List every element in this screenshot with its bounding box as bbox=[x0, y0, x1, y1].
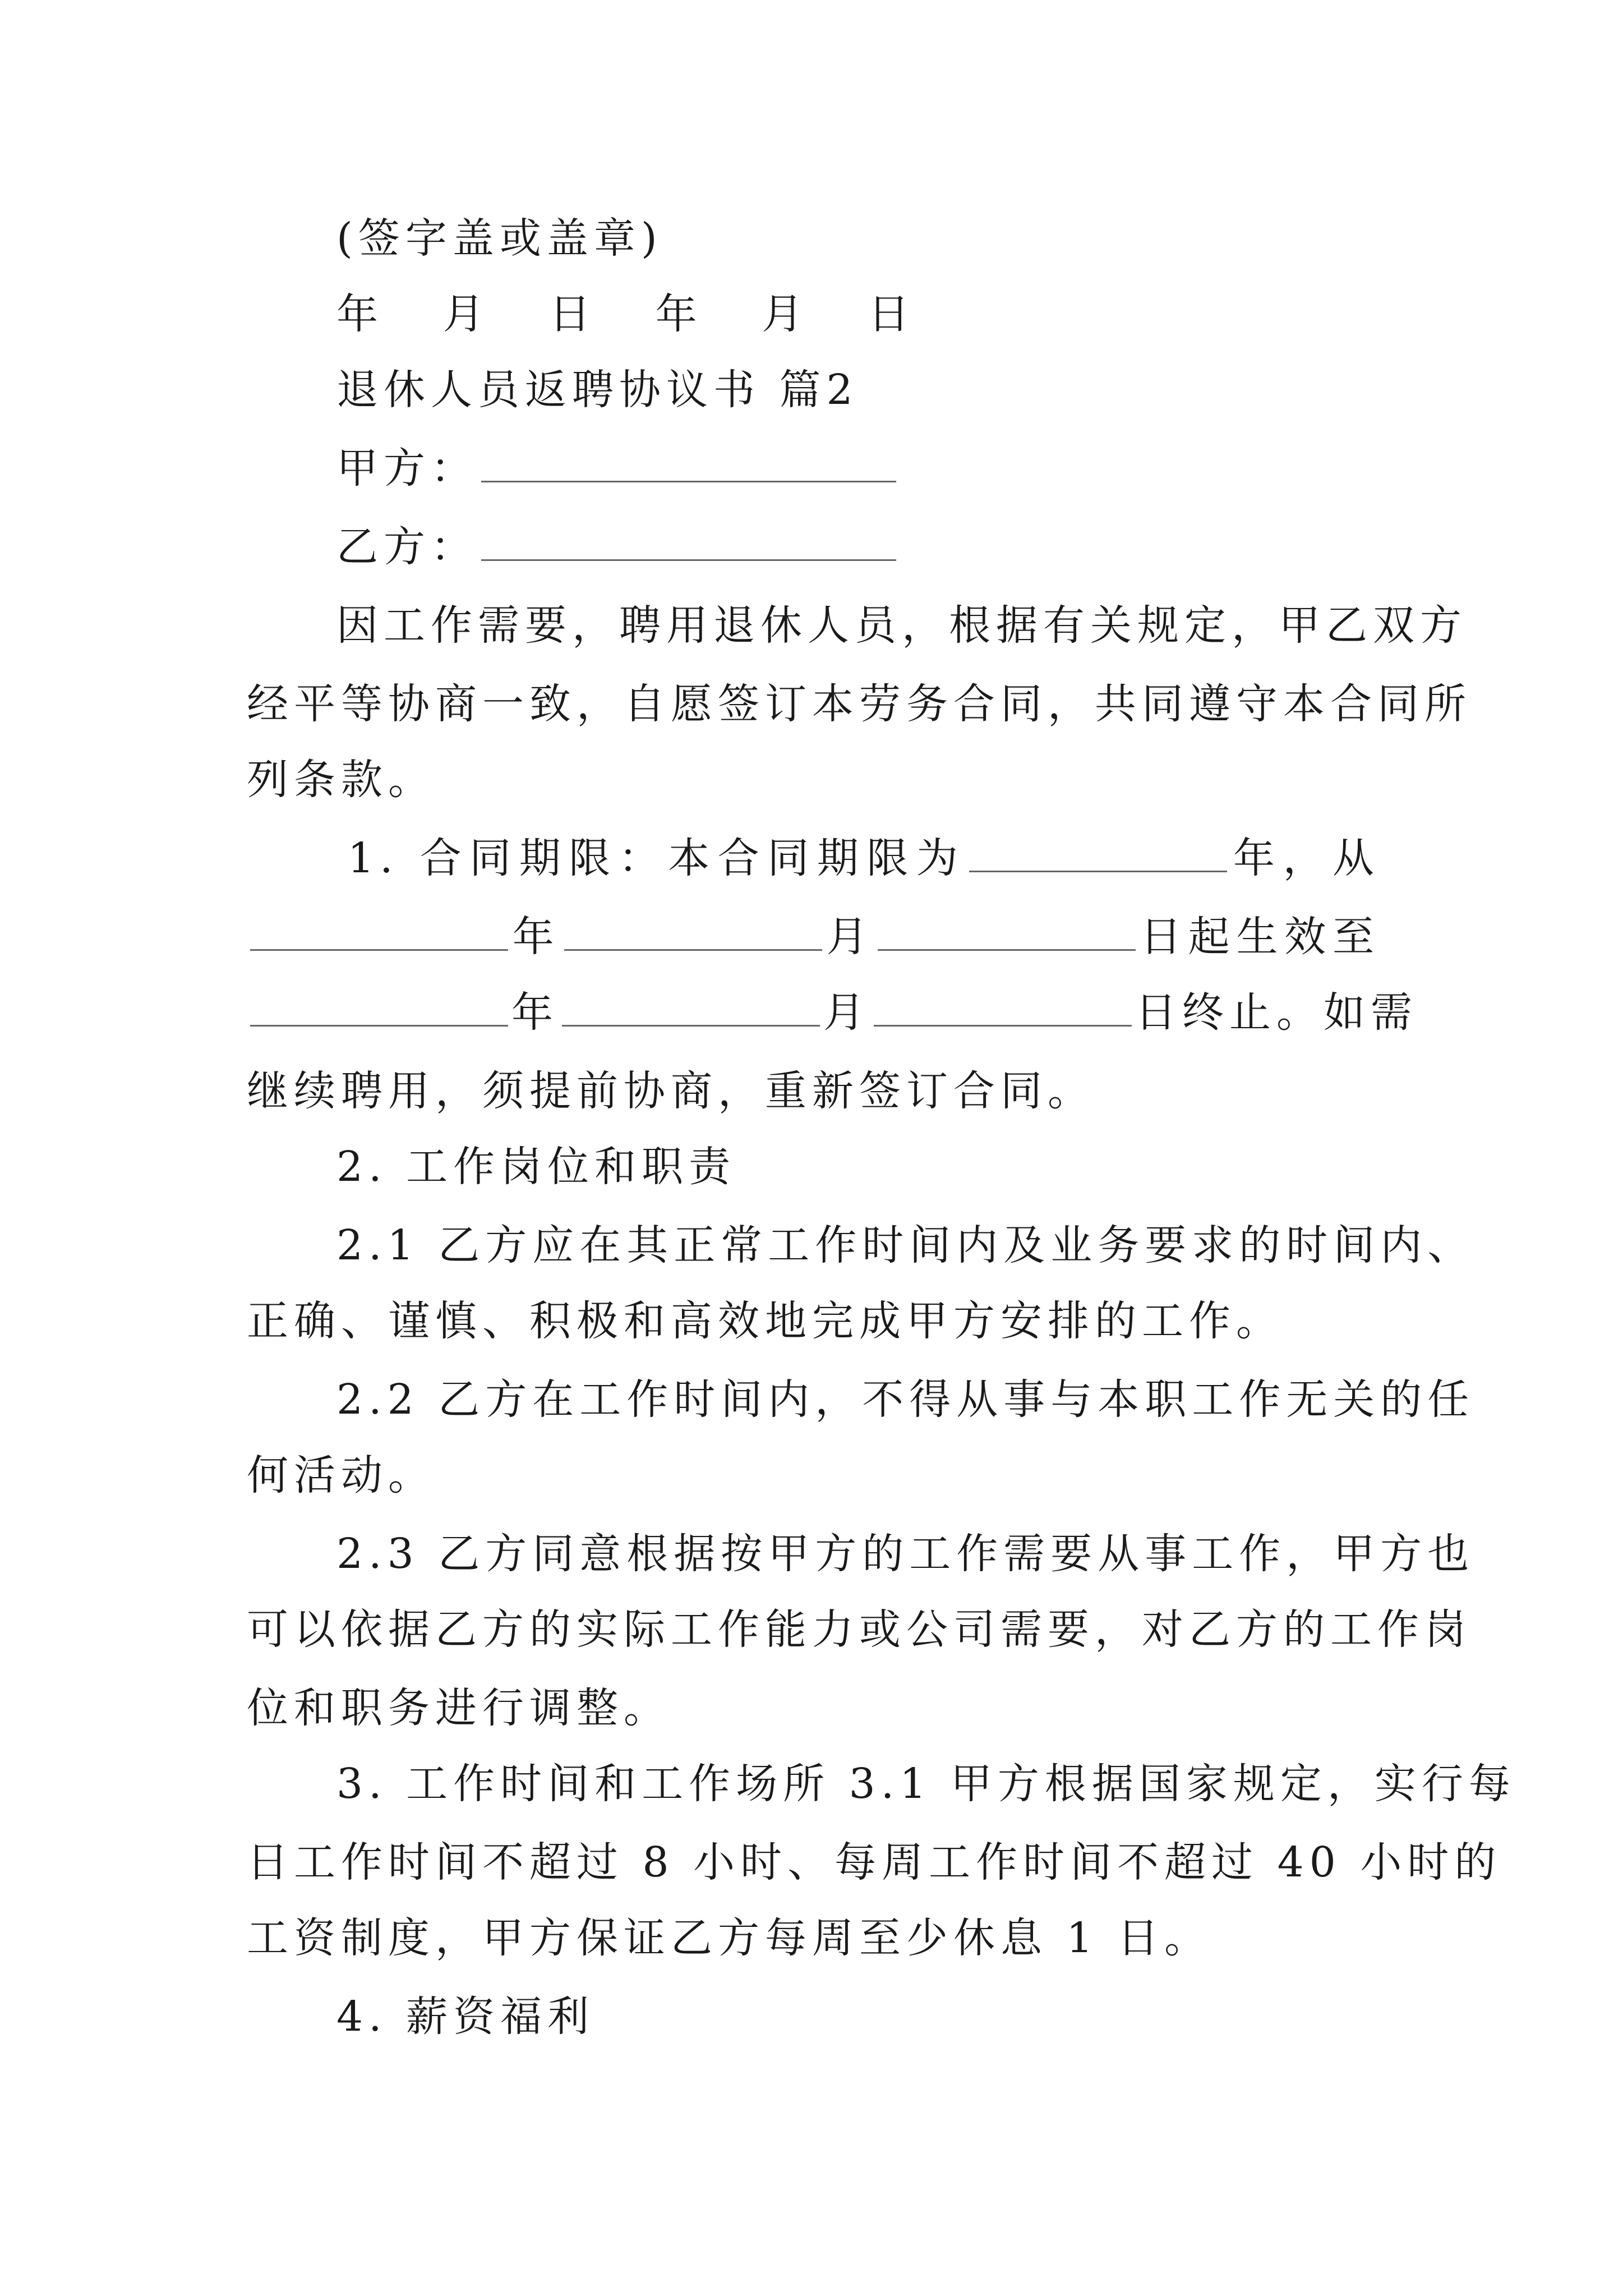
term-blank bbox=[969, 831, 1227, 872]
day-label: 日 bbox=[549, 290, 597, 338]
section-2-title: 2. 工作岗位和职责 bbox=[336, 1143, 736, 1191]
section-3: 日工作时间不超过 8 小时、每周工作时间不超过 40 小时的 bbox=[247, 1838, 1502, 1887]
term-blank bbox=[562, 986, 820, 1027]
date-line bbox=[336, 286, 1380, 342]
party-b-label: 乙方： bbox=[336, 523, 478, 571]
intro-line: 因工作需要，聘用退休人员，根据有关规定，甲乙双方 bbox=[336, 601, 1467, 650]
month-label: 月 bbox=[442, 290, 490, 338]
clause-2-3: 可以依据乙方的实际工作能力或公司需要，对乙方的工作岗 bbox=[247, 1605, 1472, 1654]
year-label: 年 bbox=[336, 290, 384, 338]
day-label: 日 bbox=[868, 290, 915, 338]
term-blank bbox=[250, 986, 508, 1027]
signature-note: (签字盖或盖章) bbox=[336, 214, 663, 263]
term-line: 1. 合同期限：本合同期限为 年，从 bbox=[348, 830, 1380, 886]
year-label: 年 bbox=[655, 290, 703, 338]
clause-2-1: 2.1 乙方应在其正常工作时间内及业务要求的时间内、 bbox=[336, 1221, 1475, 1269]
term-blank bbox=[874, 986, 1132, 1027]
section-3: 工资制度，甲方保证乙方每周至少休息 1 日。 bbox=[247, 1914, 1212, 1962]
term-line: 继续聘用，须提前协商，重新签订合同。 bbox=[247, 1067, 1095, 1115]
clause-2-2: 2.2 乙方在工作时间内，不得从事与本职工作无关的任 bbox=[336, 1375, 1475, 1424]
party-b-line bbox=[336, 519, 1380, 575]
intro-line: 列条款。 bbox=[247, 756, 435, 804]
section-title: 退休人员返聘协议书 篇2 bbox=[336, 366, 859, 414]
term-blank bbox=[250, 910, 508, 951]
clause-2-1: 正确、谨慎、积极和高效地完成甲方安排的工作。 bbox=[247, 1297, 1283, 1345]
intro-line: 经平等协商一致，自愿签订本劳务合同，共同遵守本合同所 bbox=[247, 680, 1472, 728]
term-line: 年 月 日起生效至 bbox=[247, 909, 1380, 965]
clause-2-3: 2.3 乙方同意根据按甲方的工作需要从事工作，甲方也 bbox=[336, 1530, 1475, 1578]
section-4-title: 4. 薪资福利 bbox=[336, 1993, 595, 2041]
party-a-blank bbox=[481, 441, 896, 482]
term-line: 年 月 日终止。如需 bbox=[247, 984, 1380, 1041]
term-blank bbox=[878, 910, 1136, 951]
section-3: 3. 工作时间和工作场所 3.1 甲方根据国家规定，实行每 bbox=[336, 1760, 1516, 1808]
term-blank bbox=[564, 910, 822, 951]
month-label: 月 bbox=[762, 290, 809, 338]
party-b-blank bbox=[481, 520, 896, 561]
clause-2-2: 何活动。 bbox=[247, 1451, 435, 1499]
party-a-line bbox=[336, 440, 1380, 496]
clause-2-3: 位和职务进行调整。 bbox=[247, 1684, 671, 1732]
party-a-label: 甲方： bbox=[336, 444, 478, 493]
